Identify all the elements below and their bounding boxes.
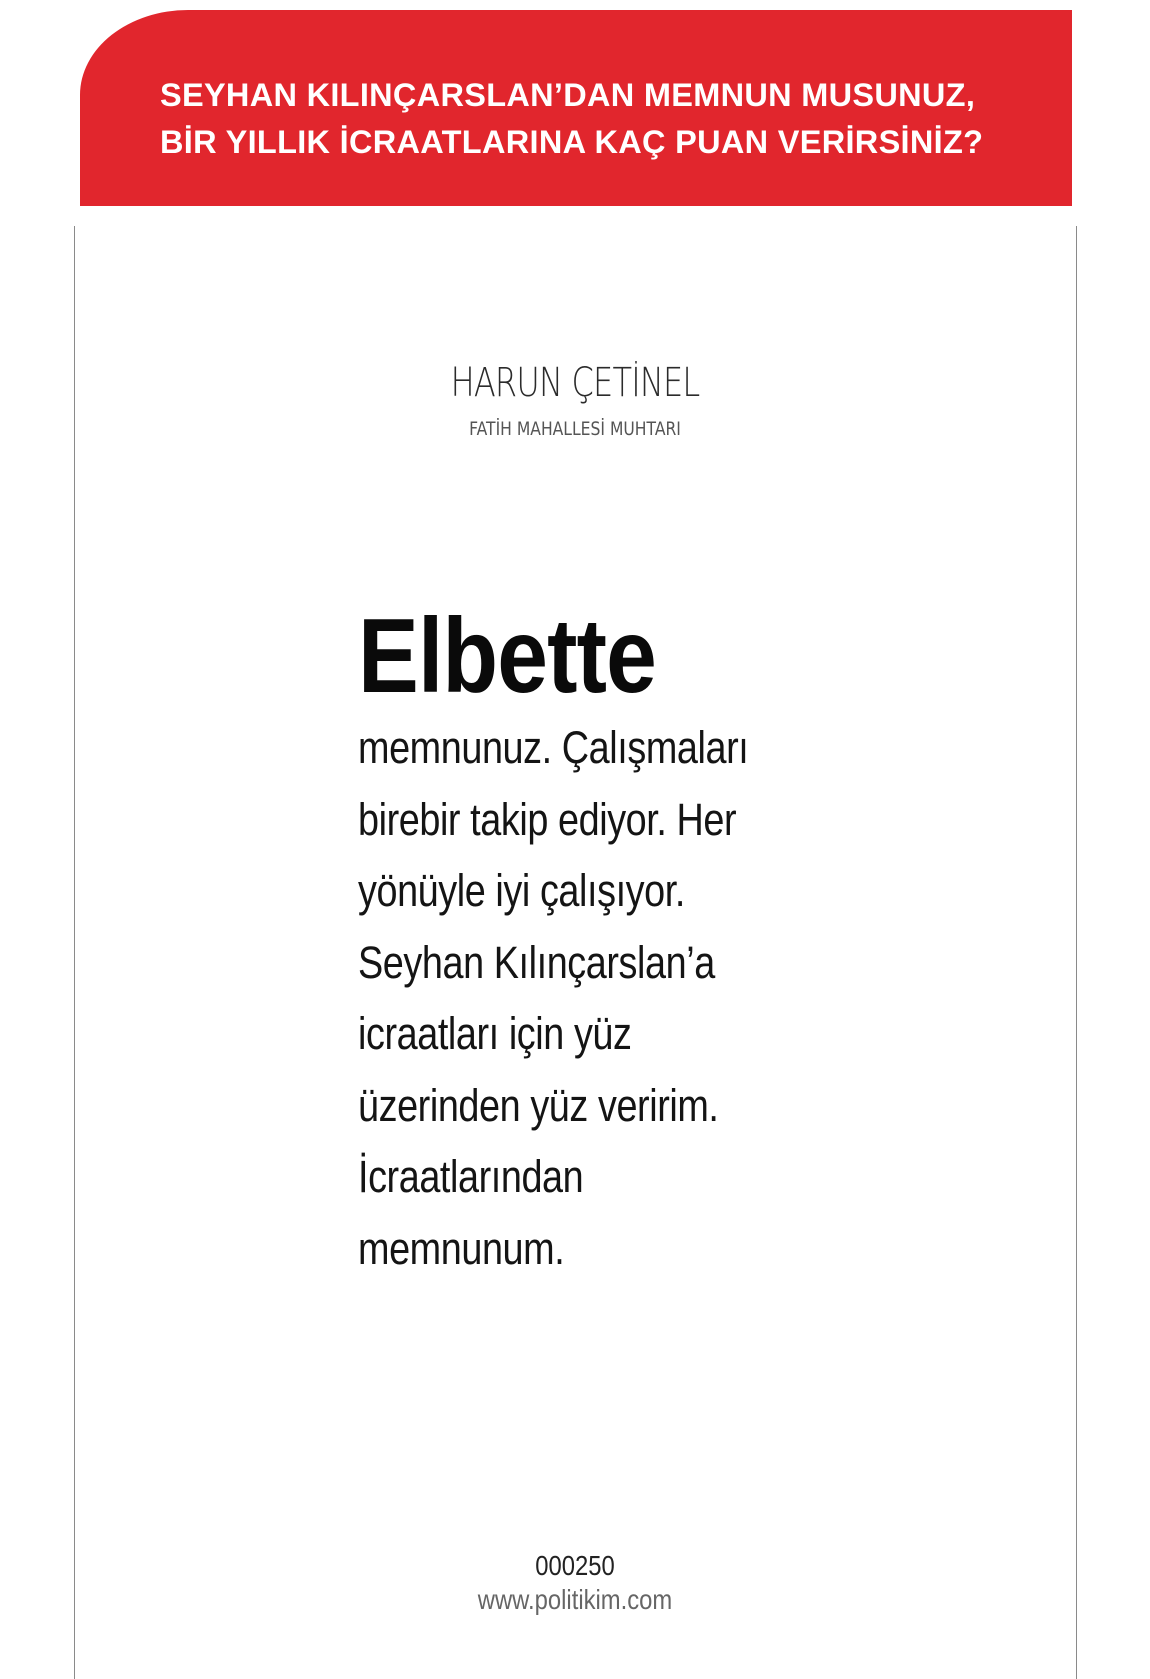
header-question-line-2: BİR YILLIK İCRAATLARINA KAÇ PUAN VERİRSİNİZ? <box>160 124 984 160</box>
frame-right-border <box>1076 226 1077 1679</box>
answer-line: birebir takip ediyor. Her <box>358 793 737 845</box>
footer-website-link[interactable]: www.politikim.com <box>477 1584 673 1615</box>
respondent-title: FATİH MAHALLESİ MUHTARI <box>469 418 681 440</box>
respondent-name: HARUN ÇETİNEL <box>450 360 700 406</box>
answer-lead-word: Elbette <box>358 597 656 715</box>
answer-line: İcraatlarından <box>358 1151 584 1202</box>
answer-body <box>358 712 828 1284</box>
answer-line: memnunum. <box>358 1222 565 1274</box>
answer-line: yönüyle iyi çalışıyor. <box>358 865 685 916</box>
answer-line: icraatları için yüz <box>358 1008 632 1059</box>
header-question-line-1: SEYHAN KILINÇARSLAN’DAN MEMNUN MUSUNUZ, <box>160 77 976 113</box>
answer-line: Seyhan Kılınçarslan’a <box>358 936 715 988</box>
header-question <box>160 72 1020 166</box>
answer-line: üzerinden yüz veririm. <box>358 1079 719 1131</box>
frame-left-border <box>74 226 75 1679</box>
answer-line: memnunuz. Çalışmaları <box>358 722 749 773</box>
footer-code: 000250 <box>535 1550 615 1581</box>
header-banner <box>80 10 1072 206</box>
